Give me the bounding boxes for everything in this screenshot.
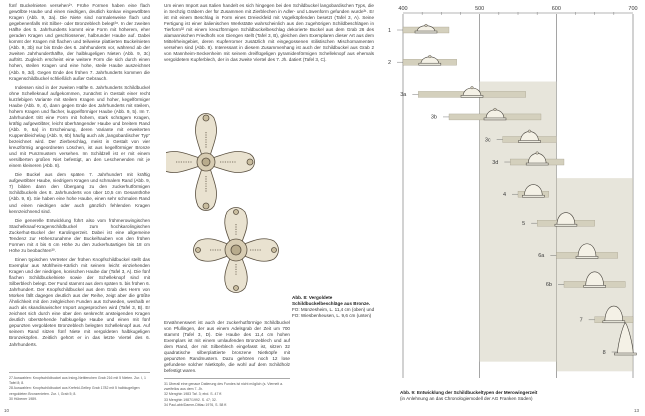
boss-rim xyxy=(576,256,598,258)
item-label: 7 xyxy=(579,317,583,324)
x-tick-label: 500 xyxy=(475,6,485,12)
chart-caption-title: Abb. 9: Entwicklung der Schildbuckeltypen der Merowingerzeit xyxy=(400,390,538,395)
boss-knob xyxy=(536,152,539,155)
item-label: 6b xyxy=(545,282,552,289)
footnotes-left xyxy=(9,372,150,402)
boss-rim xyxy=(526,163,548,165)
mounts-caption-line: FO: Münzesheim, L. 11,4 cm (oben) und xyxy=(292,307,375,312)
item-label: 3a xyxy=(400,92,407,99)
boss-knob xyxy=(429,55,432,58)
boss-knob xyxy=(471,86,474,89)
paragraph: Indessen sind in der zweiten Hälfte 6. Jahrhunderts Schildbuckel ohne Schelleknauf aufgekommen, zunächst in Gestalt einer recht kurzlebigen Variante mit steilem Kragen und hoher, kegelförmiger Haube (Abb. 9, 4), dann gegen Ende des Jahrhunderts mit steilem, hohem Kragen und flacher, kuppelförmiger Haube (Abb. 9, 5). Im 7. Jahrhundert tritt eine Form mit hohem, stark schrägem Kragen, kräftig aufgewölbter, leicht überhängender Haube und breitem Rand (Abb. 9, 6a) in Erscheinung, deren Variante mit erweiterten Kuppenbleichelag (Abb. 9, 6b) häufig auch als „langobardischer Typ“ bezeichnet wird. Der Zierbeschlag, meist in Gestalt von vier kreuzförmig angeordneten Löschen, ist aus kegelförmiger Bronze und mit Punzmustern versehen. Im Schildzell ist er mit einem versilberten großen Niet befestigt, an den Leschenenden mit je einem kleineren (Abb. 8). xyxy=(9,84,150,169)
boss-rim xyxy=(555,224,577,226)
footnote: 33 Menghin 1987/1992. S. 47; 32. xyxy=(164,397,217,402)
boss-rim xyxy=(519,140,541,142)
shield-boss-timeline-chart xyxy=(385,0,645,388)
footnote: 30 Hübener 1989. xyxy=(9,396,38,401)
cross-mount-upper-icon xyxy=(166,114,255,211)
item-label: 3b xyxy=(430,114,437,121)
boss-rim xyxy=(415,31,437,33)
mounts-caption-title: Abb. 8: Vergoldete Schildbuckelbeschläge aus Bronze. xyxy=(292,295,371,306)
item-label: 6a xyxy=(538,253,545,260)
boss-rim xyxy=(603,321,625,323)
item-label: 2 xyxy=(387,60,391,66)
boss-knob xyxy=(528,130,531,133)
cross-mount-lower-icon xyxy=(194,208,279,293)
paragraph: Erwähnenswert ist auch der zuckerhutförmige Schildbuckel von Pfullingen, der aus einem Adelsgrab der Zeit um 700 stammt (Tafel 3, D). Die Haube des 11,4 cm hohen Exemplars ist mit einem umlaufenden Bronzeblech und auf dem Rand, der mit Silberblech eingefasst ist, sitzen 32 quadratische silberplattierte bronzene Nietköpfe mit gepunzten Randmustern. Dazu gehören noch 12 lose gefundene solcher Nietköpfe, die wohl auf dem Schildholz befestigt waren. xyxy=(164,320,290,374)
paragraph: Um einen Import aus Italien handelt es sich hingegen bei den Schildbuckel langobardischen Typs, die in Sechzig Gräbern der für Zusammen mit Zierblechen in Adler- und Löwenform gefunden wurde³¹. Er ist mit einem Beschlag in Form eines Dreieckfeld mit Vogelköpfenden besetzt (Tafel 3, A). Seine Fertigung ist einer italienischen Werkstätte wahrscheinlich aus den zugehörigen Schildbeschlägen in Tierform³² mit einem kreuzförmigen Schildbuckelbeschlag dekorierte Buckel aus dem Grab 26 des alamannischen Friedhofs von Giengen stellt (Tafel 3, B), gleichen dem Exemplaren dieser Art aus dem Mittelrheingebiet, deren Kupferrorner zusätzlich mit eingegossenen stilistischen Mischornamenten versehen sind (Abb. 8). Interessant in diesem Zusammenhang ist auch der Schildbuckel aus Grab 2 von Mannheim-Seckenheim mit seinem dreiflügeligen pyramidenförmigen Schelleknopf aus ehemals vergoldetem Kupferblech, der in das zweite Viertel des 7. Jh. datiert (Tafel 3, C). xyxy=(164,3,374,63)
item-label: 4 xyxy=(502,192,506,199)
item-label: 3c xyxy=(484,137,491,144)
footnote: 32 Menghin 1983 Taf. 3; ebd. S. 47 ff. xyxy=(164,392,223,397)
chart-caption-sub: (in Anlehnung an das Chronologiemodell der AG Franken Süden) xyxy=(400,396,533,401)
boss-knob xyxy=(494,108,497,111)
item-label: 3d xyxy=(492,159,499,166)
chart-bars xyxy=(403,27,633,371)
footnote: 34 Paul-abb/Damm-Dittau 1976, S. 58 ff. xyxy=(164,402,228,407)
text-column-left xyxy=(9,3,150,363)
boss-rim xyxy=(522,195,544,197)
boss-rim xyxy=(419,63,441,65)
page-number-left: 10 xyxy=(4,408,10,413)
x-tick-label: 600 xyxy=(551,6,561,12)
chart-ticks xyxy=(398,6,637,15)
item-label: 8 xyxy=(602,349,606,356)
boss-rim xyxy=(461,95,483,97)
chart-caption xyxy=(400,390,640,402)
paragraph: fünf Buckelnieten versehen²⁷. Frühe Formen haben eine flach gewölbte Haube und einen niedrigen, deutlich konkav eingewölbten Kragen (Abb. 9, 3a). Die Niete sind normalerweise flach und gegebenenfalls mit Silber- oder Bronzeblech belegt²⁸. In der zweiten Hälfte des 5. Jahrhunderts kommt eine Form mit höherem, eher geraden Kragen und geschlossener, halbrunder Haube auf. Dabei kommt der Kragen mit flachen und teilweise plattierten Buckelnieten (Abb. 9, 3b) nur bis Ende des 6. Jahrhunderts vor, während ab der zweiten Jahrhunderthälfte, der halbkugeligen Nieten (Abb. 9, 3c) auftritt. Zugleich erscheint eine weitere Form die sich durch einen hohen, steilen Kragen und eine hohe, steile Haube auszeichnet (Abb. 9, 3d). Gegen Ende des frühen 7. Jahrhunderts kommen die Kragenschildbuckel schließlich außer Gebrauch. xyxy=(9,3,150,81)
item-label: 1 xyxy=(387,27,391,34)
footnotes-right xyxy=(164,378,290,408)
boss-knob xyxy=(425,24,428,27)
boss-rim xyxy=(484,118,506,120)
mounts-caption-line: FO: Wiesbenheusen, L. 9,6 cm (unten) xyxy=(292,313,372,318)
text-column-right-top xyxy=(164,3,374,105)
shield-mounts-figure xyxy=(166,110,376,295)
x-tick-label: 700 xyxy=(628,6,638,12)
page-number-right: 13 xyxy=(633,408,639,413)
paragraph: Die Buckel aus dem späten 7. Jahrhundert mit kräftig aufgewölbter Haube, niedrigem Kragen und schmalem Rand (Abb. 9, 7) bilden dann den Übergang zu den zuckerhutförmigen Schildbuckeln des 8. Jahrhunderts von über 10,5 cm Gesamthöhe (Abb. 9, 8). Sie haben eine hohe Haube, einen sehr schmalen Rand und einen niedrigen oder auch gänzlich fehlenden Kragen kennzeichnend sind. xyxy=(9,172,150,214)
footnote: 27 Auswahlen: Knopfschildbuckel aus Irsing-Nettlenchen Grab 216 mit 5 Nieten. Zur. I, 1 Tafel 8; 8. xyxy=(9,376,146,386)
mounts-caption xyxy=(292,295,378,319)
paragraph: Die generelle Entwicklung führt also vom frühmerowingischen Stachelknauf-Kragenschildbuckel zum hochkarolingischen Zuckerhut-Buckel der Karolingerzeit. Dabei ist eine allgemeine Tendenz zur Höhenzunahme der Buckelhauben von den frühen Formen mit 4 bis 6 cm Höhe zu den zuckerhutartigen bis 18 cm Höhe zu beobachten³⁰. xyxy=(9,217,150,253)
boss-rim xyxy=(584,285,606,287)
footnote: 28 Auswahlen: Knopfschildbuckel aus Krefeld-Gellep Grab 1782 mit 5 halbkugeligen vergoldeten Bronzenieten. Zur. I, Grab 5; 8. xyxy=(9,386,140,396)
paragraph: Einen typischen Vertreter der frühen Knopfschildbuckel stellt das Exemplar aus Mühlheim-Kärlich mit seinem leicht einziehenden Kragen und der niedrigen, konischen Haube dar (Tafel 3, A). Die fünf flachen Schildbuckelniete sowie der Schelleknopf sind mit Silberblech belegt. Der Fund stammt aus dem späten 5. bis frühen 6. Jahrhundert. Der Knopfschildbuckel aus dem Grab des Herrn von Morken fällt dagegen deutlich aus der Reihe, zeigt aber die größte Ähnlichkeit mit den zeitgleichen Funden aus Schweden, weshalb er auch als skandinavischer Import angesprochen wird (Tafel 3, B). Er zeichnet sich durch eine über den senkrecht ansteigenden Kragen deutlich überstehende halbkugelige Haube und einen mit fünf gepunzten vergoldeten Bronzeblech belegten Schelleknopf aus. Auf seinem Rand sitzen fünf Niete mit vergoldeten halbkugeligen Bronzeköpfen. Zeitlich gehört er in das letzte Viertel des 6. Jahrhunderts. xyxy=(9,256,150,347)
boss-rim xyxy=(614,353,636,355)
x-tick-label: 400 xyxy=(398,6,408,12)
shield-boss-icon xyxy=(415,24,437,33)
shield-boss-icon xyxy=(419,55,441,65)
item-label: 5 xyxy=(522,221,526,227)
footnote: 31 Überall eine genaue Datierung des Fundes ist nicht möglich (s. Vierneit a. zweifellos aus dem 7. Jh. xyxy=(164,382,284,392)
boss-dome xyxy=(463,88,481,96)
